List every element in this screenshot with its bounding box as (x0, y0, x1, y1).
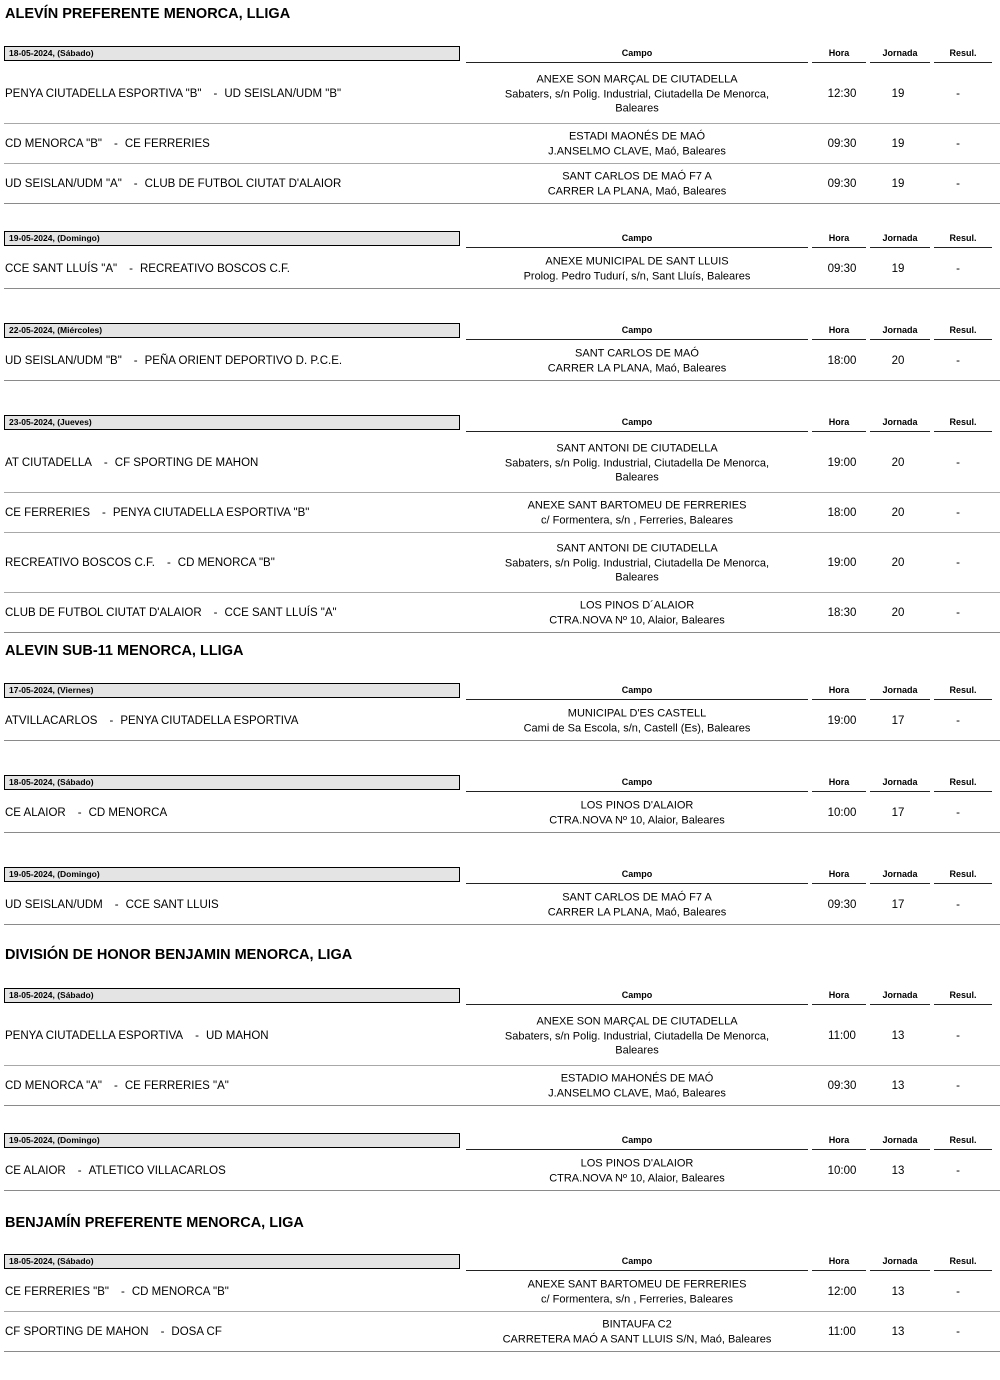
team-separator: - (213, 88, 218, 100)
column-header-campo: Campo (466, 867, 808, 884)
match-result: - (956, 807, 960, 819)
match-jornada: 17 (891, 807, 905, 819)
venue-line: LOS PINOS D'ALAIOR (580, 799, 694, 812)
match-teams (5, 1286, 229, 1298)
match-result: - (956, 507, 960, 519)
away-team: CD MENORCA "B" (131, 1286, 229, 1298)
away-team: UD MAHON (205, 1030, 269, 1042)
column-header-hora: Hora (812, 231, 866, 248)
match-teams (5, 807, 167, 819)
venue-line: Baleares (615, 571, 659, 584)
row-divider (4, 203, 1000, 204)
match-date-header: 17-05-2024, (Viernes) (4, 683, 460, 698)
column-header-resul: Resul. (934, 988, 992, 1005)
team-separator: - (109, 715, 114, 727)
venue (466, 599, 808, 628)
row-divider (4, 1351, 1000, 1352)
column-header-hora: Hora (812, 46, 866, 63)
match-date-header: 18-05-2024, (Sábado) (4, 1254, 460, 1269)
match-time: 18:00 (827, 355, 857, 367)
home-team: RECREATIVO BOSCOS C.F. (5, 557, 155, 569)
match-jornada: 20 (891, 607, 905, 619)
match-jornada: 19 (891, 178, 905, 190)
competition-title: ALEVIN SUB-11 MENORCA, LLIGA (5, 643, 244, 659)
match-result: - (956, 178, 960, 190)
match-time: 09:30 (827, 138, 857, 150)
match-jornada: 20 (891, 557, 905, 569)
match-teams (5, 1165, 226, 1177)
match-date-header: 22-05-2024, (Miércoles) (4, 323, 460, 338)
venue (466, 72, 808, 116)
home-team: UD SEISLAN/UDM "A" (5, 178, 122, 190)
competition-title: BENJAMÍN PREFERENTE MENORCA, LIGA (5, 1215, 304, 1231)
home-team: CD MENORCA "B" (5, 138, 102, 150)
match-time: 09:30 (827, 178, 857, 190)
match-row (0, 164, 1000, 204)
column-header-resul: Resul. (934, 683, 992, 700)
match-teams (5, 138, 210, 150)
home-team: ATVILLACARLOS (5, 715, 98, 727)
match-date-header: 19-05-2024, (Domingo) (4, 231, 460, 246)
match-row (0, 493, 1000, 533)
venue (466, 799, 808, 828)
match-row (0, 885, 1000, 925)
venue-line: SANT CARLOS DE MAÓ (575, 347, 699, 360)
column-header-campo: Campo (466, 46, 808, 63)
match-row (0, 593, 1000, 633)
venue (466, 441, 808, 485)
column-header-hora: Hora (812, 683, 866, 700)
match-time: 09:30 (827, 1080, 857, 1092)
column-header-hora: Hora (812, 323, 866, 340)
match-teams (5, 1030, 269, 1042)
venue (466, 707, 808, 736)
match-result: - (956, 715, 960, 727)
venue (466, 255, 808, 284)
match-row (0, 341, 1000, 381)
away-team: PENYA CIUTADELLA ESPORTIVA (120, 715, 299, 727)
match-time: 19:00 (827, 715, 857, 727)
venue (466, 170, 808, 199)
column-header-resul: Resul. (934, 415, 992, 432)
team-separator: - (114, 899, 119, 911)
match-row (0, 124, 1000, 164)
venue (466, 541, 808, 585)
match-teams (5, 899, 219, 911)
column-header-resul: Resul. (934, 1133, 992, 1150)
venue-line: BINTAUFA C2 (602, 1318, 672, 1331)
match-result: - (956, 1286, 960, 1298)
row-divider (4, 288, 1000, 289)
venue-line: c/ Formentera, s/n , Ferreries, Baleares (541, 514, 733, 526)
venue-line: SANT CARLOS DE MAÓ F7 A (562, 170, 712, 183)
column-header-campo: Campo (466, 988, 808, 1005)
away-team: ATLETICO VILLACARLOS (88, 1165, 226, 1177)
venue (466, 1278, 808, 1307)
competition-title: DIVISIÓN DE HONOR BENJAMIN MENORCA, LIGA (5, 947, 353, 963)
venue-line: CARRER LA PLANA, Maó, Baleares (547, 362, 727, 374)
match-row (0, 433, 1000, 493)
match-time: 10:00 (827, 1165, 857, 1177)
match-result: - (956, 457, 960, 469)
match-row (0, 701, 1000, 741)
match-teams (5, 557, 275, 569)
away-team: CD MENORCA (88, 807, 168, 819)
column-header-campo: Campo (466, 231, 808, 248)
match-teams (5, 1326, 222, 1338)
team-separator: - (160, 1326, 165, 1338)
match-teams (5, 263, 290, 275)
match-date-header: 18-05-2024, (Sábado) (4, 988, 460, 1003)
column-header-resul: Resul. (934, 231, 992, 248)
venue-line: CTRA.NOVA Nº 10, Alaior, Baleares (549, 814, 725, 826)
row-divider (4, 924, 1000, 925)
match-teams (5, 88, 341, 100)
row-divider (4, 1105, 1000, 1106)
match-time: 19:00 (827, 557, 857, 569)
match-jornada: 19 (891, 88, 905, 100)
competition-title: ALEVÍN PREFERENTE MENORCA, LLIGA (5, 6, 291, 22)
match-jornada: 13 (891, 1165, 905, 1177)
match-row (0, 1066, 1000, 1106)
venue-line: ANEXE SANT BARTOMEU DE FERRERIES (527, 499, 747, 512)
match-jornada: 20 (891, 457, 905, 469)
column-header-jornada: Jornada (870, 683, 930, 700)
away-team: CF SPORTING DE MAHON (114, 457, 259, 469)
match-teams (5, 607, 337, 619)
column-header-campo: Campo (466, 323, 808, 340)
team-separator: - (213, 607, 218, 619)
venue (466, 347, 808, 376)
venue-line: MUNICIPAL D'ES CASTELL (567, 707, 707, 720)
row-divider (4, 832, 1000, 833)
away-team: CE FERRERIES (124, 138, 210, 150)
column-header-hora: Hora (812, 988, 866, 1005)
match-result: - (956, 557, 960, 569)
match-date-header: 19-05-2024, (Domingo) (4, 867, 460, 882)
column-header-hora: Hora (812, 1133, 866, 1150)
match-teams (5, 355, 342, 367)
venue-line: ANEXE MUNICIPAL DE SANT LLUIS (545, 255, 729, 268)
venue-line: SANT CARLOS DE MAÓ F7 A (562, 891, 712, 904)
column-header-jornada: Jornada (870, 867, 930, 884)
match-result: - (956, 263, 960, 275)
venue (466, 499, 808, 528)
match-teams (5, 715, 298, 727)
venue-line: Baleares (615, 471, 659, 484)
match-time: 09:30 (827, 899, 857, 911)
column-header-hora: Hora (812, 415, 866, 432)
row-divider (4, 380, 1000, 381)
away-team: CCE SANT LLUIS (125, 899, 219, 911)
match-teams (5, 507, 309, 519)
column-header-jornada: Jornada (870, 1133, 930, 1150)
match-time: 18:30 (827, 607, 857, 619)
match-date-header: 18-05-2024, (Sábado) (4, 775, 460, 790)
match-result: - (956, 1326, 960, 1338)
team-separator: - (103, 457, 108, 469)
venue-line: c/ Formentera, s/n , Ferreries, Baleares (541, 1293, 733, 1305)
match-time: 12:30 (827, 88, 857, 100)
match-result: - (956, 899, 960, 911)
venue-line: Sabaters, s/n Polig. Industrial, Ciutadella De Menorca, (504, 456, 770, 469)
column-header-resul: Resul. (934, 323, 992, 340)
venue (466, 130, 808, 159)
match-row (0, 1312, 1000, 1352)
venue-line: J.ANSELMO CLAVE, Maó, Baleares (548, 1087, 726, 1099)
venue (466, 891, 808, 920)
home-team: CE ALAIOR (5, 1165, 66, 1177)
venue (466, 1014, 808, 1058)
away-team: CE FERRERIES "A" (124, 1080, 229, 1092)
match-row (0, 1272, 1000, 1312)
column-header-jornada: Jornada (870, 231, 930, 248)
team-separator: - (77, 1165, 82, 1177)
match-row (0, 793, 1000, 833)
team-separator: - (113, 138, 118, 150)
match-row (0, 1151, 1000, 1191)
team-separator: - (133, 178, 138, 190)
column-header-resul: Resul. (934, 46, 992, 63)
venue-line: Sabaters, s/n Polig. Industrial, Ciutadella De Menorca, (504, 87, 770, 100)
venue-line: CTRA.NOVA Nº 10, Alaior, Baleares (549, 1172, 725, 1184)
venue-line: ANEXE SON MARÇAL DE CIUTADELLA (536, 1015, 738, 1028)
match-jornada: 17 (891, 715, 905, 727)
home-team: CLUB DE FUTBOL CIUTAT D'ALAIOR (5, 607, 202, 619)
venue-line: Prolog. Pedro Tudurí, s/n, Sant Lluís, Baleares (523, 270, 751, 282)
match-jornada: 19 (891, 138, 905, 150)
column-header-jornada: Jornada (870, 1254, 930, 1271)
home-team: CCE SANT LLUÍS "A" (5, 263, 118, 275)
match-date-header: 19-05-2024, (Domingo) (4, 1133, 460, 1148)
match-time: 18:00 (827, 507, 857, 519)
team-separator: - (77, 807, 82, 819)
home-team: UD SEISLAN/UDM "B" (5, 355, 122, 367)
home-team: AT CIUTADELLA (5, 457, 92, 469)
row-divider (4, 1190, 1000, 1191)
match-time: 11:00 (828, 1326, 856, 1338)
match-time: 09:30 (827, 263, 857, 275)
venue-line: ESTADI MAONÉS DE MAÓ (568, 130, 706, 143)
team-separator: - (121, 1286, 125, 1298)
column-header-jornada: Jornada (870, 775, 930, 792)
match-time: 11:00 (828, 1030, 856, 1042)
match-result: - (956, 1080, 960, 1092)
home-team: CE FERRERIES (5, 507, 90, 519)
home-team: UD SEISLAN/UDM (5, 899, 103, 911)
away-team: RECREATIVO BOSCOS C.F. (139, 263, 290, 275)
match-result: - (956, 355, 960, 367)
venue-line: SANT ANTONI DE CIUTADELLA (556, 442, 718, 455)
venue-line: CARRER LA PLANA, Maó, Baleares (547, 906, 727, 918)
column-header-campo: Campo (466, 683, 808, 700)
column-header-hora: Hora (812, 775, 866, 792)
venue (466, 1318, 808, 1347)
column-header-hora: Hora (812, 1254, 866, 1271)
column-header-resul: Resul. (934, 867, 992, 884)
column-header-hora: Hora (812, 867, 866, 884)
column-header-jornada: Jornada (870, 323, 930, 340)
venue-line: Baleares (615, 1044, 659, 1057)
match-date-header: 18-05-2024, (Sábado) (4, 46, 460, 61)
match-jornada: 13 (891, 1286, 905, 1298)
match-time: 12:00 (827, 1286, 857, 1298)
row-divider (4, 740, 1000, 741)
column-header-resul: Resul. (934, 775, 992, 792)
away-team: CLUB DE FUTBOL CIUTAT D'ALAIOR (144, 178, 342, 190)
column-header-jornada: Jornada (870, 46, 930, 63)
venue-line: J.ANSELMO CLAVE, Maó, Baleares (548, 145, 726, 157)
venue (466, 1072, 808, 1101)
venue-line: SANT ANTONI DE CIUTADELLA (556, 542, 718, 555)
venue (466, 1157, 808, 1186)
venue-line: Sabaters, s/n Polig. Industrial, Ciutadella De Menorca, (504, 556, 770, 569)
venue-line: LOS PINOS D'ALAIOR (580, 1157, 694, 1170)
venue-line: Baleares (615, 102, 659, 115)
match-teams (5, 178, 341, 190)
home-team: CE FERRERIES "B" (5, 1286, 110, 1298)
match-teams (5, 1080, 229, 1092)
home-team: PENYA CIUTADELLA ESPORTIVA "B" (5, 88, 202, 100)
venue-line: ANEXE SANT BARTOMEU DE FERRERIES (527, 1278, 747, 1291)
match-result: - (956, 1165, 960, 1177)
match-row (0, 533, 1000, 593)
away-team: CCE SANT LLUÍS "A" (224, 607, 337, 619)
column-header-jornada: Jornada (870, 988, 930, 1005)
match-teams (5, 457, 258, 469)
venue-line: Cami de Sa Escola, s/n, Castell (Es), Baleares (523, 722, 751, 734)
match-result: - (956, 138, 960, 150)
column-header-campo: Campo (466, 415, 808, 432)
home-team: CE ALAIOR (5, 807, 66, 819)
match-row (0, 64, 1000, 124)
match-row (0, 249, 1000, 289)
team-separator: - (113, 1080, 118, 1092)
match-row (0, 1006, 1000, 1066)
venue-line: Sabaters, s/n Polig. Industrial, Ciutadella De Menorca, (504, 1029, 770, 1042)
venue-line: ANEXE SON MARÇAL DE CIUTADELLA (536, 73, 738, 86)
away-team: CD MENORCA "B" (177, 557, 275, 569)
home-team: CF SPORTING DE MAHON (5, 1326, 149, 1338)
away-team: DOSA CF (171, 1326, 222, 1338)
column-header-campo: Campo (466, 1133, 808, 1150)
match-time: 19:00 (827, 457, 857, 469)
column-header-jornada: Jornada (870, 415, 930, 432)
match-jornada: 20 (891, 355, 905, 367)
column-header-resul: Resul. (934, 1254, 992, 1271)
row-divider (4, 632, 1000, 633)
team-separator: - (166, 557, 171, 569)
venue-line: CARRETERA MAÓ A SANT LLUIS S/N, Maó, Baleares (502, 1333, 772, 1345)
home-team: CD MENORCA "A" (5, 1080, 102, 1092)
away-team: UD SEISLAN/UDM "B" (224, 88, 342, 100)
venue-line: CTRA.NOVA Nº 10, Alaior, Baleares (549, 614, 725, 626)
column-header-campo: Campo (466, 1254, 808, 1271)
match-jornada: 20 (891, 507, 905, 519)
column-header-campo: Campo (466, 775, 808, 792)
venue-line: LOS PINOS D´ALAIOR (579, 599, 695, 612)
match-date-header: 23-05-2024, (Jueves) (4, 415, 460, 430)
away-team: PEÑA ORIENT DEPORTIVO D. P.C.E. (144, 355, 343, 367)
match-jornada: 17 (891, 899, 905, 911)
match-result: - (956, 88, 960, 100)
team-separator: - (129, 263, 133, 275)
venue-line: CARRER LA PLANA, Maó, Baleares (547, 185, 727, 197)
team-separator: - (133, 355, 138, 367)
match-jornada: 13 (891, 1326, 905, 1338)
away-team: PENYA CIUTADELLA ESPORTIVA "B" (112, 507, 310, 519)
home-team: PENYA CIUTADELLA ESPORTIVA (5, 1030, 184, 1042)
venue-line: ESTADIO MAHONÉS DE MAÓ (560, 1072, 714, 1085)
match-result: - (956, 607, 960, 619)
match-jornada: 13 (891, 1030, 905, 1042)
match-result: - (956, 1030, 960, 1042)
team-separator: - (195, 1030, 199, 1042)
team-separator: - (102, 507, 106, 519)
match-jornada: 13 (891, 1080, 905, 1092)
match-time: 10:00 (827, 807, 857, 819)
match-jornada: 19 (891, 263, 905, 275)
